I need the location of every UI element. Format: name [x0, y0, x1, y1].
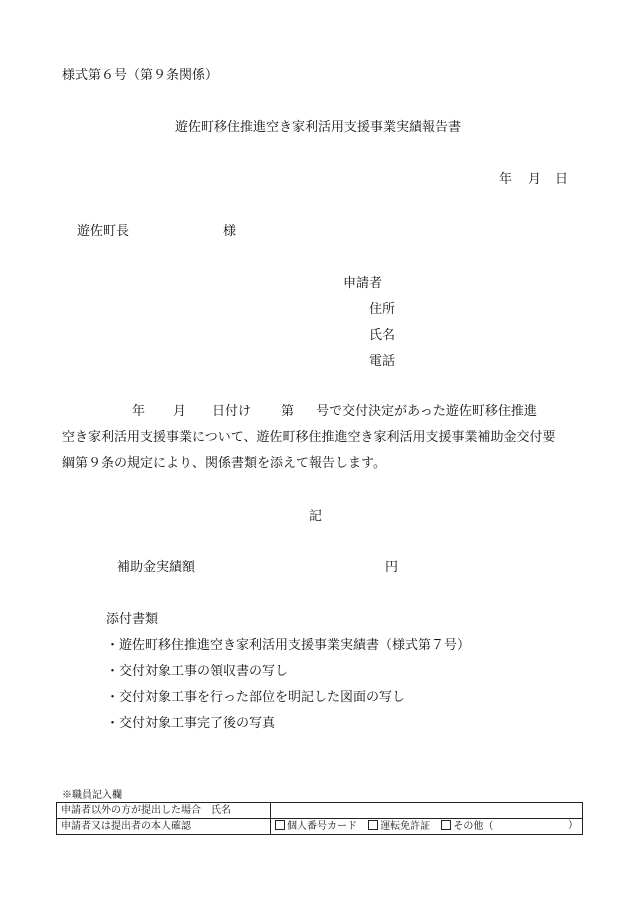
subsidy-label: 補助金実績額	[117, 560, 196, 575]
checkbox-icon[interactable]	[441, 820, 451, 830]
table-cell-identity-label: 申請者又は提出者の本人確認	[57, 819, 271, 835]
staff-table	[56, 802, 583, 835]
body-line1-rest: 号で交付決定があった遊佐町移住推進	[316, 404, 537, 419]
table-cell-submitter-label: 申請者以外の方が提出した場合 氏名	[57, 803, 271, 819]
body-year: 年	[132, 404, 146, 419]
report-body-line-2: 空き家利活用支援事業について、遊佐町移住推進空き家利活用支援事業補助金交付要	[62, 430, 556, 445]
option-my-number-card[interactable]: 個人番号カード	[275, 821, 357, 832]
checkbox-icon[interactable]	[275, 820, 285, 830]
page-title: 遊佐町移住推進空き家利活用支援事業実績報告書	[175, 120, 462, 135]
subsidy-unit: 円	[385, 560, 399, 575]
attachment-item: ・交付対象工事を行った部位を明記した図面の写し	[106, 690, 406, 705]
addressee-name: 遊佐町長	[77, 224, 130, 239]
attachments-heading: 添付書類	[106, 612, 159, 627]
addressee-suffix: 様	[223, 224, 237, 239]
table-row	[57, 803, 583, 819]
ki-heading: 記	[309, 509, 323, 524]
close-paren: ）	[568, 820, 578, 831]
form-number: 様式第６号（第９条関係）	[62, 68, 219, 83]
table-row	[57, 819, 583, 835]
body-month: 月	[173, 404, 187, 419]
attachment-item: ・交付対象工事完了後の写真	[106, 716, 276, 731]
attachment-item: ・交付対象工事の領収書の写し	[106, 664, 289, 679]
applicant-heading: 申請者	[343, 276, 383, 291]
date-day: 日	[555, 172, 569, 187]
applicant-address: 住所	[369, 302, 396, 317]
body-day: 日付け	[212, 404, 252, 419]
applicant-name: 氏名	[369, 328, 396, 343]
staff-note: ※職員記入欄	[62, 790, 122, 801]
submitter-name-field[interactable]	[271, 803, 583, 819]
report-body-line-1	[62, 399, 582, 425]
checkbox-icon[interactable]	[368, 820, 378, 830]
attachment-item: ・遊佐町移住推進空き家利活用支援事業実績書（様式第７号）	[106, 638, 471, 653]
report-body	[62, 399, 582, 477]
report-body-line-3: 綱第９条の規定により、関係書類を添えて報告します。	[62, 456, 386, 471]
option-drivers-license[interactable]: 運転免許証	[368, 821, 430, 832]
option-other[interactable]: その他（	[441, 821, 493, 832]
applicant-phone: 電話	[369, 354, 396, 369]
identity-options	[271, 819, 583, 835]
body-dai: 第	[281, 404, 295, 419]
date-month: 月	[528, 172, 542, 187]
date-year: 年	[499, 172, 513, 187]
